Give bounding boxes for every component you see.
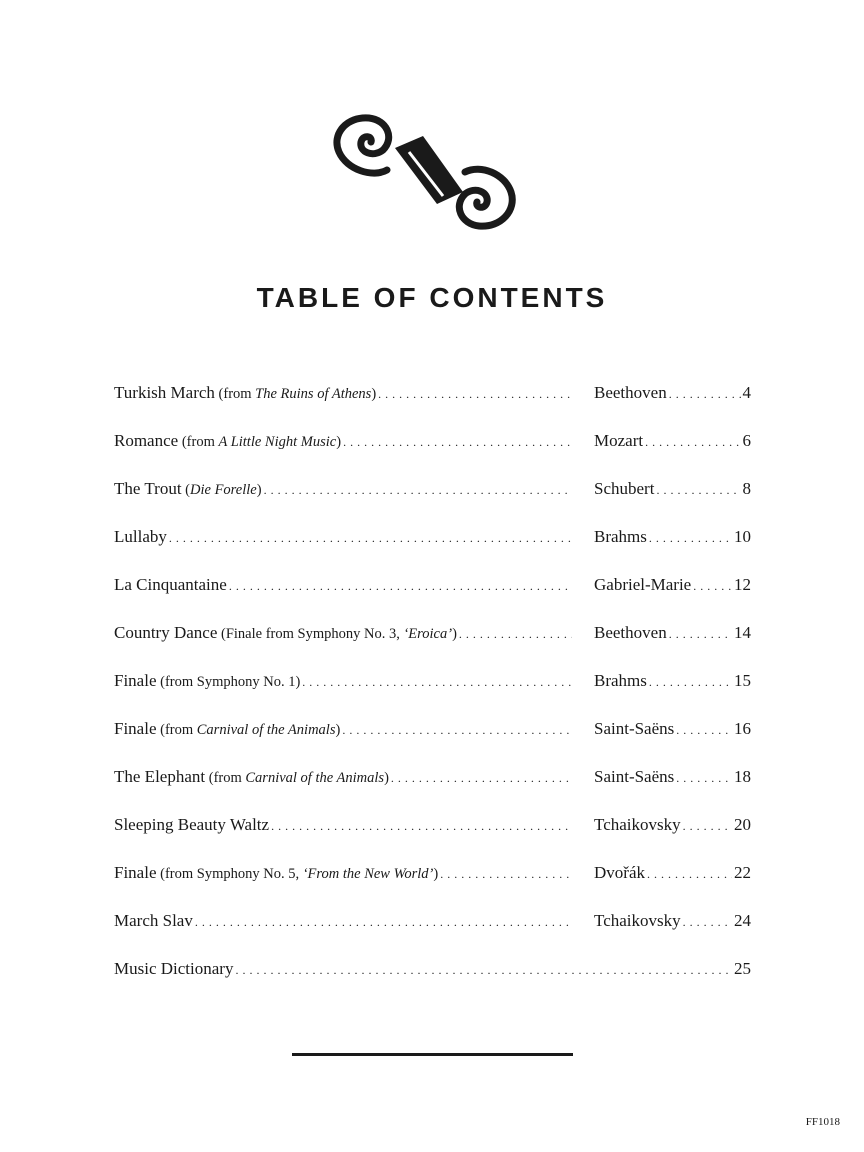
entry-composer: Saint-Saëns bbox=[594, 767, 675, 786]
toc-entry[interactable] bbox=[114, 426, 751, 474]
dot-leader bbox=[438, 858, 572, 889]
toc-entry[interactable] bbox=[114, 522, 751, 570]
dot-leader bbox=[681, 906, 732, 937]
dot-leader bbox=[674, 762, 732, 793]
entry-composer: Saint-Saëns bbox=[594, 719, 675, 738]
entry-title-area bbox=[114, 570, 572, 601]
entry-subtitle bbox=[215, 386, 376, 402]
dot-leader bbox=[667, 378, 741, 409]
subtitle-prefix: (from bbox=[156, 722, 197, 738]
entry-composer: Beethoven bbox=[594, 383, 667, 402]
entry-page-number: 22 bbox=[734, 863, 751, 882]
subtitle-work: Carnival of the Animals bbox=[196, 722, 336, 738]
entry-title-area bbox=[114, 714, 572, 745]
entry-page-number: 10 bbox=[734, 527, 751, 546]
dot-leader bbox=[340, 714, 572, 745]
entry-composer: Gabriel-Marie bbox=[594, 575, 692, 594]
dot-leader bbox=[647, 522, 732, 553]
dot-leader bbox=[389, 762, 572, 793]
toc-entry[interactable] bbox=[114, 906, 751, 954]
entry-subtitle bbox=[217, 626, 457, 642]
dot-leader bbox=[233, 954, 732, 985]
entry-title: Country Dance bbox=[114, 623, 218, 642]
entry-title-text bbox=[114, 618, 457, 649]
entry-composer-area bbox=[594, 858, 751, 889]
dot-leader bbox=[457, 618, 572, 649]
subtitle-suffix: ) bbox=[433, 866, 439, 882]
entry-subtitle bbox=[205, 770, 389, 786]
entry-composer: Brahms bbox=[594, 527, 647, 546]
entry-subtitle bbox=[157, 722, 341, 738]
entry-page-number: 14 bbox=[734, 623, 751, 642]
entry-page-number: 15 bbox=[734, 671, 751, 690]
toc-entry[interactable] bbox=[114, 618, 751, 666]
toc-list bbox=[114, 378, 751, 1002]
scroll-ornament-icon bbox=[325, 108, 525, 238]
subtitle-work: A Little Night Music bbox=[218, 434, 337, 450]
dot-leader bbox=[643, 426, 740, 457]
entry-title-area bbox=[114, 618, 572, 649]
entry-composer: Schubert bbox=[594, 479, 655, 498]
entry-title-text bbox=[114, 810, 269, 841]
subtitle-suffix: ) bbox=[336, 434, 342, 450]
dot-leader bbox=[667, 618, 732, 649]
toc-entry[interactable] bbox=[114, 858, 751, 906]
subtitle-prefix: (from bbox=[178, 434, 219, 450]
entry-title: Music Dictionary bbox=[114, 959, 234, 978]
subtitle-prefix: (from bbox=[205, 770, 246, 786]
entry-title-area bbox=[114, 810, 572, 841]
dot-leader bbox=[167, 522, 572, 553]
entry-title-text bbox=[114, 858, 438, 889]
dot-leader bbox=[193, 906, 572, 937]
entry-title: The Elephant bbox=[114, 767, 206, 786]
subtitle-prefix: (from bbox=[214, 386, 256, 402]
entry-composer: Dvořák bbox=[594, 863, 645, 882]
entry-composer-area bbox=[594, 570, 751, 601]
entry-title-area bbox=[114, 666, 572, 697]
toc-entry-dictionary[interactable] bbox=[114, 954, 751, 1002]
entry-title: Finale bbox=[114, 863, 157, 882]
dot-leader bbox=[300, 666, 572, 697]
subtitle-prefix: (from Symphony No. 5, bbox=[156, 866, 303, 882]
subtitle-prefix: (Finale from Symphony No. 3, bbox=[217, 626, 404, 642]
dot-leader bbox=[647, 666, 732, 697]
entry-title: The Trout bbox=[114, 479, 182, 498]
entry-title-area bbox=[114, 378, 572, 409]
subtitle-work: The Ruins of Athens bbox=[255, 386, 372, 402]
entry-title-area bbox=[114, 426, 572, 457]
entry-page-number: 12 bbox=[734, 575, 751, 594]
entry-title: Romance bbox=[114, 431, 179, 450]
entry-page-number: 18 bbox=[734, 767, 751, 786]
subtitle-suffix: ) bbox=[256, 482, 262, 498]
entry-title: Lullaby bbox=[114, 527, 167, 546]
entry-title-area bbox=[114, 858, 572, 889]
subtitle-suffix: ) bbox=[452, 626, 457, 642]
page-title: TABLE OF CONTENTS bbox=[256, 282, 608, 313]
dot-leader bbox=[645, 858, 732, 889]
dot-leader bbox=[691, 570, 732, 601]
entry-page-number: 16 bbox=[734, 719, 751, 738]
subtitle-work: ‘Eroica’ bbox=[403, 626, 453, 642]
entry-subtitle bbox=[182, 482, 262, 498]
entry-composer-area bbox=[594, 762, 751, 793]
entry-composer-area bbox=[594, 426, 751, 457]
toc-entry[interactable] bbox=[114, 714, 751, 762]
entry-title: La Cinquantaine bbox=[114, 575, 227, 594]
catalog-code: FF1018 bbox=[805, 1116, 840, 1128]
entry-title-text bbox=[114, 378, 376, 409]
entry-title-text bbox=[114, 474, 262, 505]
dot-leader bbox=[262, 474, 572, 505]
entry-title-text bbox=[114, 522, 167, 553]
toc-entry[interactable] bbox=[114, 666, 751, 714]
entry-page-number: 25 bbox=[734, 959, 751, 978]
entry-composer-area bbox=[594, 906, 751, 937]
entry-title: Turkish March bbox=[114, 383, 215, 402]
subtitle-work: Carnival of the Animals bbox=[245, 770, 385, 786]
entry-title: March Slav bbox=[114, 911, 193, 930]
entry-title-text bbox=[114, 906, 193, 937]
entry-composer: Mozart bbox=[594, 431, 644, 450]
entry-page-number: 8 bbox=[742, 479, 751, 498]
entry-composer-area bbox=[594, 618, 751, 649]
entry-title: Finale bbox=[114, 671, 157, 690]
entry-composer-area bbox=[594, 522, 751, 553]
entry-composer-area bbox=[594, 666, 751, 697]
subtitle-prefix: (from Symphony No. 1) bbox=[156, 674, 301, 690]
entry-composer: Brahms bbox=[594, 671, 647, 690]
entry-page-number: 4 bbox=[742, 383, 751, 402]
entry-title-area bbox=[114, 762, 572, 793]
dot-leader bbox=[654, 474, 740, 505]
entry-title-text bbox=[114, 570, 227, 601]
subtitle-suffix: ) bbox=[384, 770, 389, 786]
entry-title-text bbox=[114, 666, 300, 697]
subtitle-work: Die Forelle bbox=[190, 482, 257, 498]
toc-entry[interactable] bbox=[114, 810, 751, 858]
entry-title: Finale bbox=[114, 719, 157, 738]
divider bbox=[292, 1053, 573, 1056]
entry-page-number: 24 bbox=[734, 911, 751, 930]
entry-page-number: 20 bbox=[734, 815, 751, 834]
toc-entry[interactable] bbox=[114, 570, 751, 618]
entry-composer-area bbox=[594, 378, 751, 409]
entry-title-area bbox=[114, 906, 572, 937]
entry-composer-area bbox=[594, 474, 751, 505]
entry-subtitle bbox=[178, 434, 341, 450]
subtitle-suffix: ) bbox=[335, 722, 341, 738]
entry-subtitle bbox=[157, 674, 301, 690]
dot-leader bbox=[674, 714, 732, 745]
entry-page-number: 6 bbox=[742, 431, 751, 450]
entry-title: Sleeping Beauty Waltz bbox=[114, 815, 270, 834]
entry-composer: Beethoven bbox=[594, 623, 667, 642]
dot-leader bbox=[341, 426, 572, 457]
dictionary-line bbox=[114, 954, 751, 985]
dot-leader bbox=[681, 810, 732, 841]
subtitle-prefix: ( bbox=[181, 482, 191, 498]
entry-composer-area bbox=[594, 810, 751, 841]
entry-subtitle bbox=[157, 866, 439, 882]
subtitle-work: ‘From the New World’ bbox=[302, 866, 434, 882]
dot-leader bbox=[227, 570, 572, 601]
entry-title-text bbox=[114, 762, 389, 793]
entry-composer: Tchaikovsky bbox=[594, 815, 681, 834]
entry-composer: Tchaikovsky bbox=[594, 911, 681, 930]
entry-title-text bbox=[114, 426, 341, 457]
toc-entry[interactable] bbox=[114, 474, 751, 522]
dot-leader bbox=[376, 378, 572, 409]
toc-entry[interactable] bbox=[114, 762, 751, 810]
toc-entry[interactable] bbox=[114, 378, 751, 426]
entry-composer-area bbox=[594, 714, 751, 745]
entry-title-area bbox=[114, 474, 572, 505]
entry-title-text bbox=[114, 714, 340, 745]
subtitle-suffix: ) bbox=[371, 386, 377, 402]
entry-title-area bbox=[114, 522, 572, 553]
dot-leader bbox=[269, 810, 572, 841]
